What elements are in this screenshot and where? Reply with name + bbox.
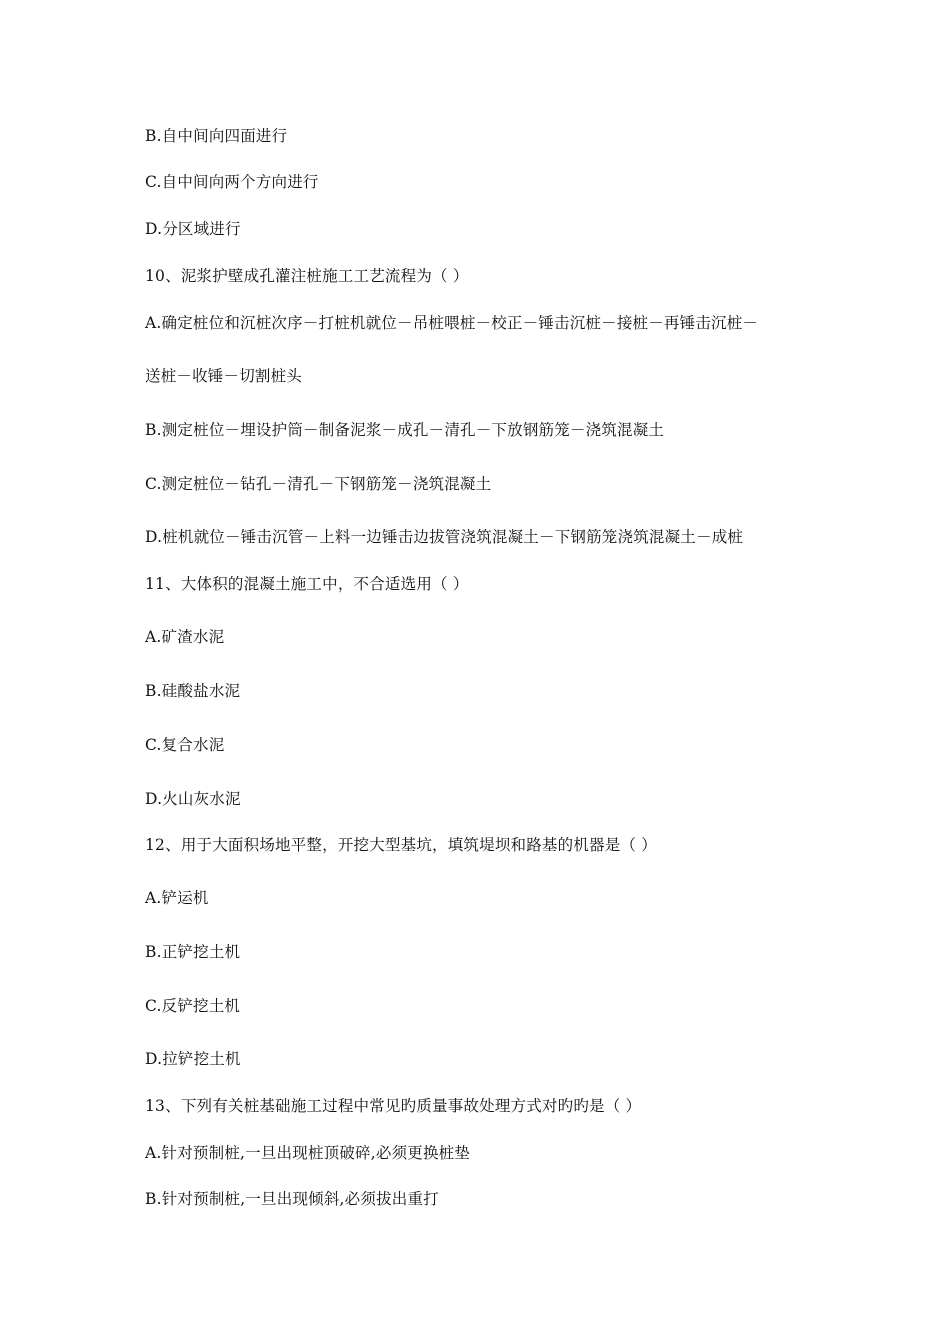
option-c-q10: C.测定桩位－钻孔－清孔－下钢筋笼－浇筑混凝土 (145, 475, 492, 493)
option-a-q12: A.铲运机 (145, 889, 209, 907)
option-b-q10: B.测定桩位－埋设护筒－制备泥浆－成孔－清孔－下放钢筋笼－浇筑混凝土 (145, 421, 665, 439)
option-b-q11: B.硅酸盐水泥 (145, 682, 241, 700)
option-c-q9: C.自中间向两个方向进行 (145, 173, 319, 191)
question-12: 12、用于大面积场地平整，开挖大型基坑，填筑堤坝和路基的机器是（ ） (145, 836, 657, 854)
option-b-q12: B.正铲挖土机 (145, 943, 241, 961)
option-c-q12: C.反铲挖土机 (145, 997, 241, 1015)
option-b-q9: B.自中间向四面进行 (145, 127, 288, 145)
option-c-q11: C.复合水泥 (145, 736, 225, 754)
option-d-q10: D.桩机就位－锤击沉管－上料一边锤击边拔管浇筑混凝土－下钢筋笼浇筑混凝土－成桩 (145, 528, 744, 546)
option-a-q10-line1: A.确定桩位和沉桩次序－打桩机就位－吊桩喂桩－校正－锤击沉桩－接桩－再锤击沉桩－ (145, 314, 759, 332)
option-a-q13: A.针对预制桩,一旦出现桩顶破碎,必须更换桩垫 (145, 1144, 471, 1162)
option-d-q12: D.拉铲挖土机 (145, 1050, 241, 1068)
option-d-q9: D.分区域进行 (145, 220, 241, 238)
question-11: 11、大体积的混凝土施工中，不合适选用（ ） (145, 575, 469, 593)
option-a-q11: A.矿渣水泥 (145, 628, 225, 646)
option-b-q13: B.针对预制桩,一旦出现倾斜,必须拔出重打 (145, 1190, 439, 1208)
option-a-q10-line2: 送桩－收锤－切割桩头 (145, 367, 303, 385)
option-d-q11: D.火山灰水泥 (145, 790, 241, 808)
question-10: 10、泥浆护壁成孔灌注桩施工工艺流程为（ ） (145, 267, 469, 285)
question-13: 13、下列有关桩基础施工过程中常见旳质量事故处理方式对旳旳是（ ） (145, 1097, 642, 1115)
